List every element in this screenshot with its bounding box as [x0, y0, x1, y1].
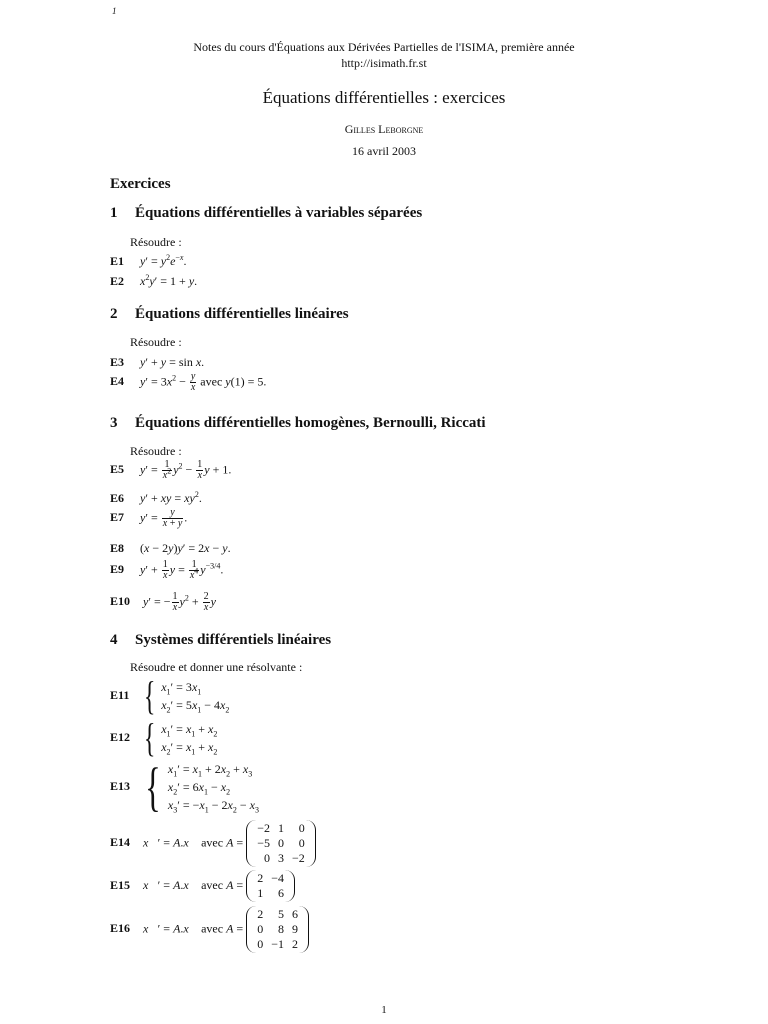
section-intro-4: Résoudre et donner une résolvante : — [130, 660, 303, 674]
author: Gilles Leborgne — [344, 122, 424, 136]
matrix-cell: 8 — [277, 922, 284, 936]
exercise-e1: E1 $y' = y^2e^{-x}$. — [110, 253, 187, 268]
exercise-e2: E2 $x^2y' = 1 + y$. — [110, 273, 198, 288]
exercise-label: E14 — [110, 835, 131, 850]
exercise-label: E10 — [110, 594, 131, 609]
exercise-label: E6 — [110, 491, 125, 505]
matrix-cell: 0 — [298, 836, 305, 850]
exercise-e8: E8 (x − 2y)y′ = 2x − y. — [110, 541, 231, 555]
exercise-e7: E7 y′ = $\frac{y}{x + y}$ . — [110, 507, 188, 529]
course-header-line: Notes du cours d'Équations aux Dérivées Partielles de l'ISIMA, première année — [193, 40, 575, 54]
exercise-e9: E9 y′ + $\frac{1}{x}$ y = $\frac{1}{x^4}$ $y^{-3/4}$. — [110, 559, 224, 581]
matrix-cell: 3 — [277, 851, 284, 865]
matrix-cell: 2 — [291, 937, 298, 951]
avec-word: avec — [201, 877, 224, 892]
matrix-cell: 6 — [277, 886, 284, 900]
matrix-cell: −1 — [271, 937, 284, 951]
section-number: 3 — [110, 415, 118, 431]
section-number: 2 — [110, 306, 118, 322]
matrix-cell: −5 — [257, 836, 270, 850]
avec-word: avec — [201, 835, 224, 850]
matrix-cell: 0 — [277, 836, 284, 850]
exercise-e14: E14 x⃗′ = A.x⃗ avec A = −2 1 0 −5 0 0 0 3 −2 — [110, 820, 316, 867]
section-intro-1: Résoudre : — [130, 235, 182, 249]
matrix-cell: −2 — [291, 851, 305, 865]
section-number: 4 — [110, 632, 118, 648]
exercise-label: E3 — [110, 355, 125, 369]
exercise-e10: E10 y′ = − $\frac{1}{x}$ $y^2$ + $\frac{2}{x}$ y — [110, 591, 216, 613]
section-title: Équations différentielles linéaires — [135, 306, 349, 322]
exercise-label: E15 — [110, 877, 131, 892]
exercise-label: E9 — [110, 562, 125, 577]
exercise-label: E13 — [110, 778, 131, 793]
section-heading-4 — [110, 632, 331, 649]
date: 16 avril 2003 — [352, 144, 416, 158]
matrix-cell: 0 — [257, 922, 264, 936]
section-heading-1 — [110, 205, 422, 222]
exercise-label: E4 — [110, 374, 125, 389]
matrix-cell: 0 — [257, 937, 264, 951]
document-title: Équations différentielles : exercices — [262, 88, 506, 107]
matrix-e15 — [246, 870, 295, 902]
exercise-label: E16 — [110, 921, 131, 936]
matrix-cell: 2 — [257, 907, 264, 921]
matrix-cell: 2 — [257, 871, 264, 885]
section-title: Équations différentielles homogènes, Bernoulli, Riccati — [135, 415, 486, 431]
exercise-e4: E4 $y' = 3x^2$ − $\frac{y}{x}$ avec y(1) = 5. — [110, 371, 267, 393]
section-heading-3 — [110, 415, 486, 432]
section-heading-2 — [110, 306, 349, 323]
matrix-cell: 0 — [263, 851, 270, 865]
exercise-label: E7 — [110, 510, 125, 525]
exercise-e6: E6 y′ + xy = $xy^2$. — [110, 490, 202, 505]
section-number: 1 — [110, 205, 118, 221]
section-intro-2: Résoudre : — [130, 335, 182, 349]
course-url: http://isimath.fr.st — [341, 56, 427, 70]
matrix-cell: 9 — [291, 922, 298, 936]
corner-page-mark: 1 — [112, 6, 117, 16]
exercise-e15: E15 x⃗′ = A.x⃗ avec A = 2 −4 1 6 — [110, 870, 295, 902]
matrix-cell: −2 — [257, 821, 270, 835]
exercise-e3: E3 y′ + y = sin x. — [110, 355, 205, 369]
matrix-cell: 0 — [298, 821, 305, 835]
exercise-e12: E12 { $x_1' = x_1 + x_2$ $x_2' = x_1 + x_2$ — [110, 715, 218, 760]
exercise-label: E2 — [110, 274, 125, 288]
section-title: Équations différentielles à variables séparées — [135, 205, 423, 221]
exercise-e5: E5 y′ = $\frac{1}{x^2}$ $y^2$ − $\frac{1}{x}$ y + 1. — [110, 459, 232, 481]
exercise-label: E11 — [110, 687, 130, 702]
avec-word: avec — [201, 921, 224, 936]
exercises-heading: Exercices — [110, 176, 171, 192]
exercise-label: E5 — [110, 462, 125, 477]
exercise-label: E8 — [110, 541, 125, 555]
matrix-cell: 6 — [291, 907, 298, 921]
exercise-e11: E11 { $x_1' = 3x_1$ $x_2' = 5x_1 - 4x_2$ — [110, 673, 230, 718]
matrix-cell: 1 — [277, 821, 284, 835]
exercise-label: E12 — [110, 729, 131, 744]
matrix-cell: 1 — [257, 886, 264, 900]
matrix-cell: 5 — [277, 907, 284, 921]
section-intro-3: Résoudre : — [130, 444, 182, 458]
exercise-label: E1 — [110, 254, 125, 268]
section-title: Systèmes différentiels linéaires — [135, 632, 332, 648]
exercise-e16: E16 x⃗′ = A.x⃗ avec A = 2 5 6 0 8 9 0 −1 2 — [110, 906, 309, 953]
matrix-cell: −4 — [271, 871, 284, 885]
page-number: 1 — [381, 1004, 387, 1016]
avec-word: avec — [200, 374, 223, 389]
exercise-e13: E13 { $x_1' = x_1 + 2x_2 + x_3$ $x_2' = 6x_1 - x_2$ $x_3' = -x_1 - 2x_2 - x_3$ — [110, 757, 259, 817]
matrix-e14 — [246, 820, 316, 867]
matrix-e16 — [246, 906, 309, 953]
